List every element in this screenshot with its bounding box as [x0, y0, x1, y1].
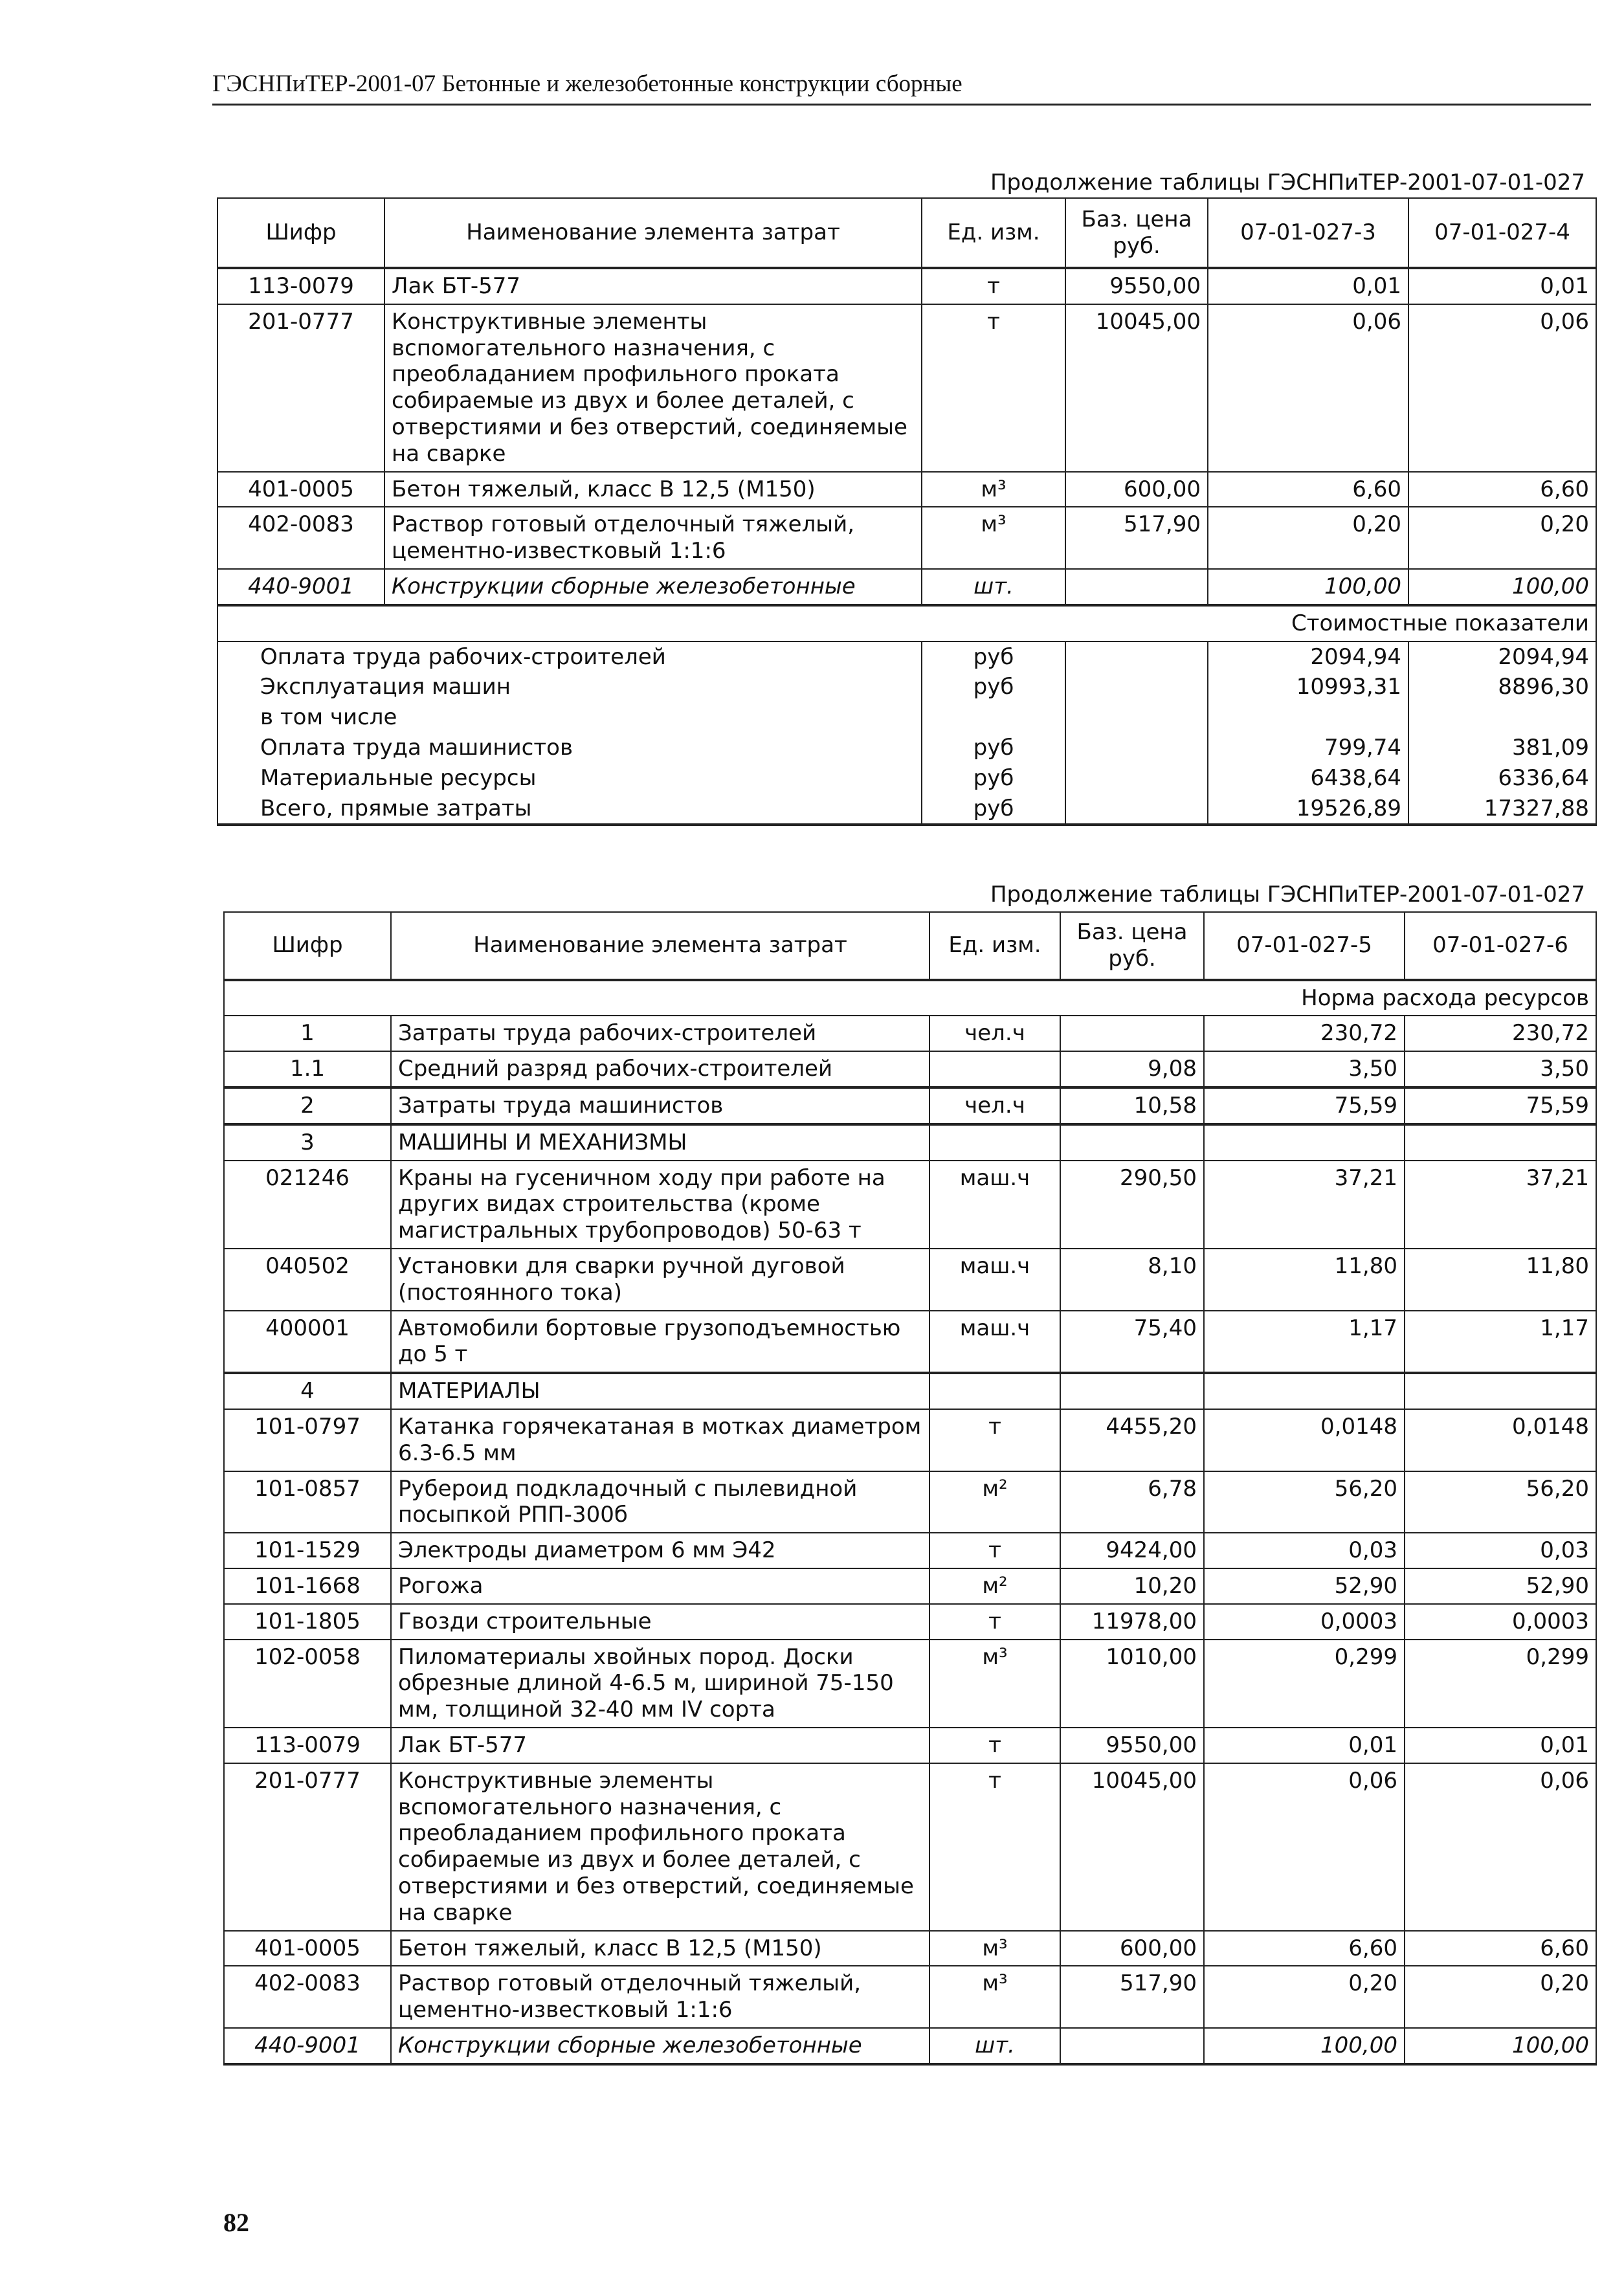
cell-price — [1060, 1373, 1204, 1409]
section-row — [217, 605, 1596, 641]
table-row — [224, 1051, 1596, 1087]
cell-value-1: 0,299 — [1204, 1640, 1405, 1728]
cost-value-1: 10993,31 — [1208, 672, 1408, 702]
table-row — [217, 507, 1596, 569]
cell-value-2: 0,20 — [1408, 507, 1596, 569]
table-row — [217, 268, 1596, 304]
cell-price: 4455,20 — [1060, 1409, 1204, 1471]
cell-code: 4 — [224, 1373, 391, 1409]
cell-price: 600,00 — [1065, 472, 1208, 507]
cell-code: 440-9001 — [217, 569, 384, 605]
cell-code: 101-0797 — [224, 1409, 391, 1471]
cost-unit — [922, 702, 1065, 733]
table1-caption: Продолжение таблицы ГЭСНПиТЕР-2001-07-01-027 — [990, 170, 1585, 195]
table-row — [224, 1931, 1596, 1966]
cost-name: Оплата труда рабочих-строителей — [217, 641, 922, 673]
cell-unit: шт. — [922, 569, 1065, 605]
table-row — [224, 1568, 1596, 1604]
cell-code: 101-0857 — [224, 1471, 391, 1533]
cell-value-2: 0,06 — [1405, 1763, 1596, 1931]
cost-value-2: 2094,94 — [1408, 641, 1596, 673]
cost-value-2 — [1408, 702, 1596, 733]
page-number: 82 — [223, 2208, 249, 2237]
cell-price: 8,10 — [1060, 1249, 1204, 1311]
section-row — [224, 980, 1596, 1016]
cell-name: Конструкции сборные железобетонные — [384, 569, 922, 605]
cell-name: Затраты труда машинистов — [391, 1087, 929, 1124]
cost-row — [217, 641, 1596, 673]
col-header-price: Баз. цена руб. — [1060, 912, 1204, 980]
cost-name: Эксплуатация машин — [217, 672, 922, 702]
cost-value-1: 19526,89 — [1208, 794, 1408, 825]
table-row — [224, 1471, 1596, 1533]
section-label: Стоимостные показатели — [217, 605, 1596, 641]
cost-blank — [1065, 733, 1208, 763]
col-header-name: Наименование элемента затрат — [384, 198, 922, 268]
cost-name: в том числе — [217, 702, 922, 733]
cell-unit: т — [922, 304, 1065, 472]
cost-row — [217, 794, 1596, 825]
cell-name: Катанка горячекатаная в мотках диаметром 6.3-6.5 мм — [391, 1409, 929, 1471]
table-row — [224, 1763, 1596, 1931]
cell-code: 3 — [224, 1124, 391, 1161]
table-row — [217, 472, 1596, 507]
cell-price: 1010,00 — [1060, 1640, 1204, 1728]
cell-price: 9550,00 — [1065, 268, 1208, 304]
cell-name: Лак БТ-577 — [391, 1728, 929, 1763]
cell-value-2 — [1405, 1373, 1596, 1409]
table-row — [224, 1373, 1596, 1409]
cell-price: 517,90 — [1065, 507, 1208, 569]
cell-value-1: 11,80 — [1204, 1249, 1405, 1311]
cell-value-1: 230,72 — [1204, 1016, 1405, 1051]
cell-value-1: 1,17 — [1204, 1311, 1405, 1374]
cell-name: Раствор готовый отделочный тяжелый, цементно-известковый 1:1:6 — [384, 507, 922, 569]
cell-price: 6,78 — [1060, 1471, 1204, 1533]
cell-value-1 — [1204, 1373, 1405, 1409]
cell-unit: м³ — [922, 472, 1065, 507]
cell-name: Бетон тяжелый, класс В 12,5 (М150) — [391, 1931, 929, 1966]
cell-price — [1060, 2028, 1204, 2064]
cell-code: 401-0005 — [224, 1931, 391, 1966]
cell-value-2: 100,00 — [1405, 2028, 1596, 2064]
cell-value-2: 37,21 — [1405, 1161, 1596, 1249]
table2-caption: Продолжение таблицы ГЭСНПиТЕР-2001-07-01-027 — [990, 882, 1585, 908]
cell-value-1: 100,00 — [1208, 569, 1408, 605]
cell-code: 021246 — [224, 1161, 391, 1249]
cost-blank — [1065, 702, 1208, 733]
table-row — [224, 1311, 1596, 1374]
cell-value-1: 0,01 — [1204, 1728, 1405, 1763]
cell-value-2: 0,299 — [1405, 1640, 1596, 1728]
cell-code: 440-9001 — [224, 2028, 391, 2064]
cell-price: 10045,00 — [1065, 304, 1208, 472]
table-row — [224, 1249, 1596, 1311]
cell-value-2: 3,50 — [1405, 1051, 1596, 1087]
cell-price — [1060, 1016, 1204, 1051]
cost-row — [217, 733, 1596, 763]
cell-code: 400001 — [224, 1311, 391, 1374]
cell-name: Краны на гусеничном ходу при работе на других видах строительства (кроме магистральных трубопроводов) 50-63 т — [391, 1161, 929, 1249]
cell-unit: м³ — [929, 1931, 1060, 1966]
cell-unit: маш.ч — [929, 1311, 1060, 1374]
cell-code: 402-0083 — [224, 1966, 391, 2028]
cell-unit — [929, 1373, 1060, 1409]
cell-price — [1065, 569, 1208, 605]
table-row — [224, 1533, 1596, 1568]
cell-name: Электроды диаметром 6 мм Э42 — [391, 1533, 929, 1568]
cost-unit: руб — [922, 733, 1065, 763]
cell-value-1: 0,01 — [1208, 268, 1408, 304]
cell-value-2: 0,01 — [1405, 1728, 1596, 1763]
cost-value-1: 6438,64 — [1208, 763, 1408, 794]
cell-unit: м² — [929, 1568, 1060, 1604]
cell-name: Конструктивные элементы вспомогательного назначения, с преобладанием профильного проката собираемые из двух и более деталей, с отверстиями и без отверстий, соединяемые на сварке — [384, 304, 922, 472]
cost-blank — [1065, 794, 1208, 825]
cost-blank — [1065, 672, 1208, 702]
cell-value-1: 0,0003 — [1204, 1604, 1405, 1640]
cost-row — [217, 702, 1596, 733]
cost-unit: руб — [922, 763, 1065, 794]
cell-code: 101-1529 — [224, 1533, 391, 1568]
col-header-price: Баз. цена руб. — [1065, 198, 1208, 268]
cell-value-2: 0,20 — [1405, 1966, 1596, 2028]
cell-name: Установки для сварки ручной дуговой (постоянного тока) — [391, 1249, 929, 1311]
cell-price: 600,00 — [1060, 1931, 1204, 1966]
col-header-value-2: 07-01-027-4 — [1408, 198, 1596, 268]
table1 — [217, 197, 1597, 826]
running-header: ГЭСНПиТЕР-2001-07 Бетонные и железобетонные конструкции сборные — [212, 71, 962, 97]
cell-value-2: 0,06 — [1408, 304, 1596, 472]
table-row — [217, 569, 1596, 605]
cell-unit — [929, 1124, 1060, 1161]
cell-value-1: 0,0148 — [1204, 1409, 1405, 1471]
table-row — [224, 1124, 1596, 1161]
cell-price: 9,08 — [1060, 1051, 1204, 1087]
cell-value-2 — [1405, 1124, 1596, 1161]
cell-unit: м³ — [929, 1966, 1060, 2028]
table-row — [224, 1409, 1596, 1471]
cell-code: 102-0058 — [224, 1640, 391, 1728]
cell-value-2: 11,80 — [1405, 1249, 1596, 1311]
cell-name: МАТЕРИАЛЫ — [391, 1373, 929, 1409]
col-header-code: Шифр — [224, 912, 391, 980]
cell-unit: шт. — [929, 2028, 1060, 2064]
cell-value-2: 56,20 — [1405, 1471, 1596, 1533]
header-rule — [212, 104, 1591, 106]
cell-unit: маш.ч — [929, 1161, 1060, 1249]
table-row — [224, 1966, 1596, 2028]
col-header-unit: Ед. изм. — [929, 912, 1060, 980]
cell-unit: т — [929, 1409, 1060, 1471]
col-header-value-1: 07-01-027-5 — [1204, 912, 1405, 980]
cell-name: Затраты труда рабочих-строителей — [391, 1016, 929, 1051]
cell-value-1: 6,60 — [1208, 472, 1408, 507]
table-row — [224, 1640, 1596, 1728]
cell-name: МАШИНЫ И МЕХАНИЗМЫ — [391, 1124, 929, 1161]
cell-value-2: 6,60 — [1405, 1931, 1596, 1966]
cell-value-2: 0,0148 — [1405, 1409, 1596, 1471]
cell-unit — [929, 1051, 1060, 1087]
cost-name: Материальные ресурсы — [217, 763, 922, 794]
cost-value-2: 381,09 — [1408, 733, 1596, 763]
cell-price: 10,58 — [1060, 1087, 1204, 1124]
cell-name: Пиломатериалы хвойных пород. Доски обрезные длиной 4-6.5 м, шириной 75-150 мм, толщиной 32-40 мм IV сорта — [391, 1640, 929, 1728]
cell-value-2: 0,0003 — [1405, 1604, 1596, 1640]
cell-value-2: 100,00 — [1408, 569, 1596, 605]
cell-unit: т — [929, 1763, 1060, 1931]
cell-name: Автомобили бортовые грузоподъемностью до 5 т — [391, 1311, 929, 1374]
cell-value-1: 56,20 — [1204, 1471, 1405, 1533]
cell-code: 040502 — [224, 1249, 391, 1311]
cost-name: Оплата труда машинистов — [217, 733, 922, 763]
cell-code: 113-0079 — [217, 268, 384, 304]
cell-name: Гвозди строительные — [391, 1604, 929, 1640]
cost-value-2: 8896,30 — [1408, 672, 1596, 702]
cell-value-1: 3,50 — [1204, 1051, 1405, 1087]
cell-unit: м³ — [922, 507, 1065, 569]
col-header-code: Шифр — [217, 198, 384, 268]
col-header-value-2: 07-01-027-6 — [1405, 912, 1596, 980]
cell-code: 113-0079 — [224, 1728, 391, 1763]
cell-unit: м² — [929, 1471, 1060, 1533]
cell-price: 9550,00 — [1060, 1728, 1204, 1763]
cell-value-2: 0,03 — [1405, 1533, 1596, 1568]
cell-name: Раствор готовый отделочный тяжелый, цементно-известковый 1:1:6 — [391, 1966, 929, 2028]
cell-value-1: 0,06 — [1204, 1763, 1405, 1931]
cell-value-2: 230,72 — [1405, 1016, 1596, 1051]
cell-value-1 — [1204, 1124, 1405, 1161]
cell-name: Средний разряд рабочих-строителей — [391, 1051, 929, 1087]
cost-blank — [1065, 641, 1208, 673]
cell-name: Конструкции сборные железобетонные — [391, 2028, 929, 2064]
cell-price: 10,20 — [1060, 1568, 1204, 1604]
cell-value-1: 37,21 — [1204, 1161, 1405, 1249]
cell-code: 401-0005 — [217, 472, 384, 507]
cost-unit: руб — [922, 794, 1065, 825]
cell-unit: т — [929, 1728, 1060, 1763]
cell-code: 201-0777 — [217, 304, 384, 472]
cell-unit: чел.ч — [929, 1016, 1060, 1051]
cost-name: Всего, прямые затраты — [217, 794, 922, 825]
cost-value-1: 2094,94 — [1208, 641, 1408, 673]
cost-unit: руб — [922, 672, 1065, 702]
section-label: Норма расхода ресурсов — [224, 980, 1596, 1016]
col-header-value-1: 07-01-027-3 — [1208, 198, 1408, 268]
cell-price: 517,90 — [1060, 1966, 1204, 2028]
cell-code: 1.1 — [224, 1051, 391, 1087]
cell-unit: чел.ч — [929, 1087, 1060, 1124]
cell-name: Рогожа — [391, 1568, 929, 1604]
cell-code: 2 — [224, 1087, 391, 1124]
cell-value-1: 0,20 — [1208, 507, 1408, 569]
cell-value-1: 6,60 — [1204, 1931, 1405, 1966]
cell-price: 9424,00 — [1060, 1533, 1204, 1568]
cell-unit: т — [929, 1604, 1060, 1640]
cost-unit: руб — [922, 641, 1065, 673]
cost-blank — [1065, 763, 1208, 794]
table-row — [217, 304, 1596, 472]
table-row — [224, 1604, 1596, 1640]
table-row — [224, 1087, 1596, 1124]
table-row — [224, 1016, 1596, 1051]
cell-price: 11978,00 — [1060, 1604, 1204, 1640]
cost-value-1: 799,74 — [1208, 733, 1408, 763]
cell-value-2: 0,01 — [1408, 268, 1596, 304]
cost-row — [217, 763, 1596, 794]
cell-value-1: 0,20 — [1204, 1966, 1405, 2028]
cell-name: Лак БТ-577 — [384, 268, 922, 304]
cell-price — [1060, 1124, 1204, 1161]
cell-value-2: 75,59 — [1405, 1087, 1596, 1124]
col-header-unit: Ед. изм. — [922, 198, 1065, 268]
cell-unit: т — [929, 1533, 1060, 1568]
cost-value-2: 17327,88 — [1408, 794, 1596, 825]
cell-price: 10045,00 — [1060, 1763, 1204, 1931]
cost-row — [217, 672, 1596, 702]
cell-name: Бетон тяжелый, класс В 12,5 (М150) — [384, 472, 922, 507]
cost-value-1 — [1208, 702, 1408, 733]
cell-code: 1 — [224, 1016, 391, 1051]
cell-name: Рубероид подкладочный с пылевидной посыпкой РПП-300б — [391, 1471, 929, 1533]
cell-value-1: 75,59 — [1204, 1087, 1405, 1124]
table-row — [224, 2028, 1596, 2064]
cell-code: 101-1805 — [224, 1604, 391, 1640]
cell-code: 402-0083 — [217, 507, 384, 569]
cell-unit: м³ — [929, 1640, 1060, 1728]
cell-value-2: 1,17 — [1405, 1311, 1596, 1374]
cell-value-1: 0,06 — [1208, 304, 1408, 472]
table2 — [223, 911, 1597, 2066]
cell-value-1: 0,03 — [1204, 1533, 1405, 1568]
cell-name: Конструктивные элементы вспомогательного назначения, с преобладанием профильного проката собираемые из двух и более деталей, с отверстиями и без отверстий, соединяемые на сварке — [391, 1763, 929, 1931]
cell-value-2: 6,60 — [1408, 472, 1596, 507]
cell-value-1: 100,00 — [1204, 2028, 1405, 2064]
cell-value-1: 52,90 — [1204, 1568, 1405, 1604]
table-row — [224, 1161, 1596, 1249]
cell-value-2: 52,90 — [1405, 1568, 1596, 1604]
cell-unit: т — [922, 268, 1065, 304]
cell-code: 101-1668 — [224, 1568, 391, 1604]
cell-price: 290,50 — [1060, 1161, 1204, 1249]
table-row — [224, 1728, 1596, 1763]
cell-price: 75,40 — [1060, 1311, 1204, 1374]
cell-code: 201-0777 — [224, 1763, 391, 1931]
cell-unit: маш.ч — [929, 1249, 1060, 1311]
col-header-name: Наименование элемента затрат — [391, 912, 929, 980]
cost-value-2: 6336,64 — [1408, 763, 1596, 794]
